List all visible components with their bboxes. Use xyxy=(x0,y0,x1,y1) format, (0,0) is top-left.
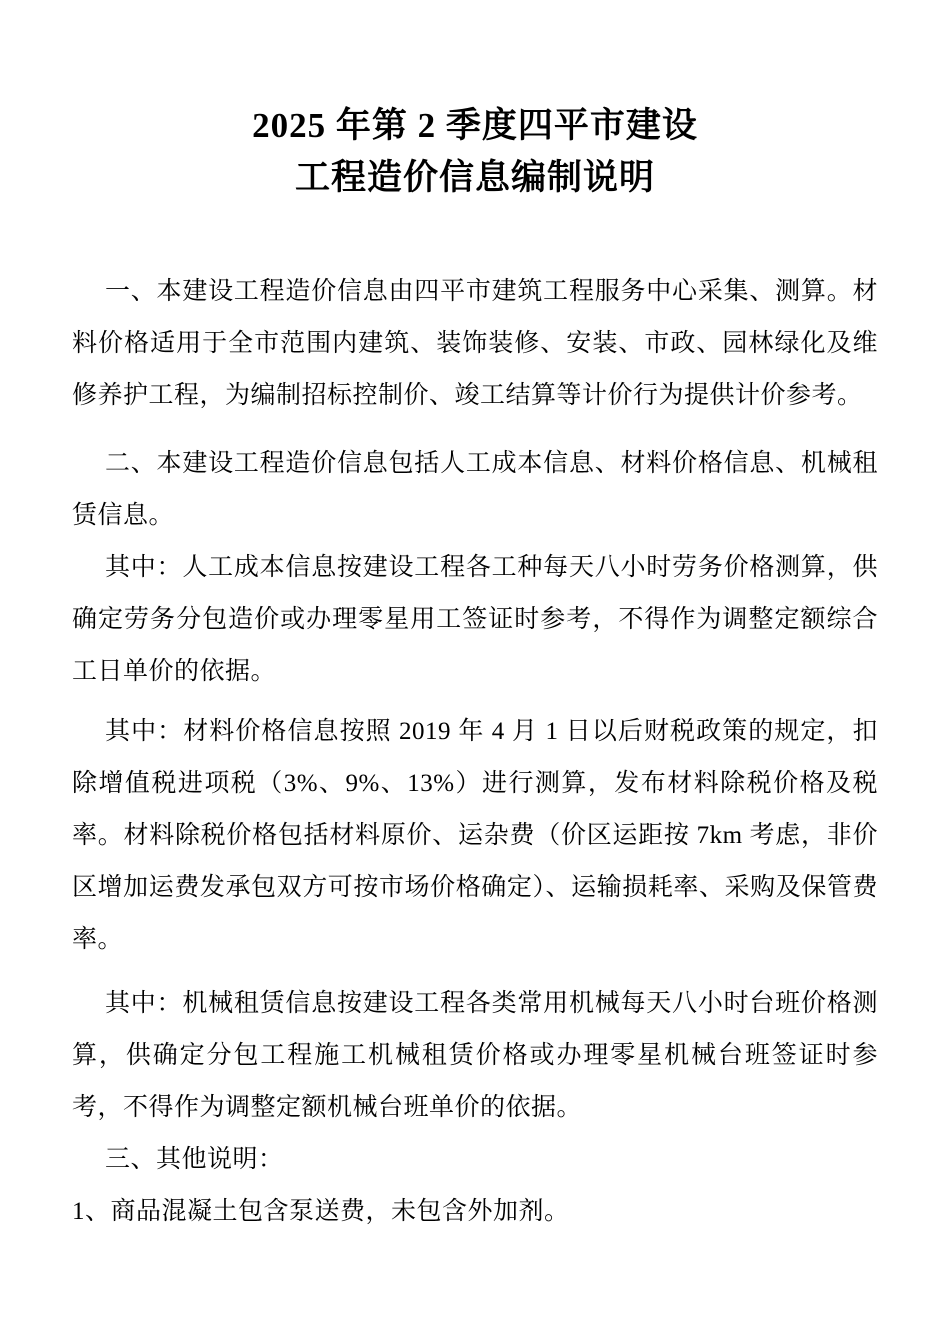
document-title-line-1: 2025 年第 2 季度四平市建设 xyxy=(252,106,698,145)
paragraph-intro-section-1: 一、本建设工程造价信息由四平市建筑工程服务中心采集、测算。材料价格适用于全市范围内建筑、装饰装修、安装、市政、园林绿化及维修养护工程，为编制招标控制价、竣工结算等计价行为提供计价参考。 xyxy=(72,278,878,409)
paragraph-labor-cost-note: 其中：人工成本信息按建设工程各工种每天八小时劳务价格测算，供确定劳务分包造价或办理零星用工签证时参考，不得作为调整定额综合工日单价的依据。 xyxy=(72,554,878,685)
paragraph-machinery-rental-note: 其中：机械租赁信息按建设工程各类常用机械每天八小时台班价格测算，供确定分包工程施工机械租赁价格或办理零星机械台班签证时参考，不得作为调整定额机械台班单价的依据。 xyxy=(72,990,878,1121)
paragraph-material-price-note: 其中：材料价格信息按照 2019 年 4 月 1 日以后财税政策的规定，扣除增值税进项税（3%、9%、13%）进行测算，发布材料除税价格及税率。材料除税价格包括材料原价、运杂费（价区运距按 7km 考虑，非价区增加运费发承包双方可按市场价格确定）、运输损耗率、采购及保管费率。 xyxy=(72,718,878,953)
paragraph-other-note-1: 1、商品混凝土包含泵送费，未包含外加剂。 xyxy=(72,1198,570,1225)
document-title xyxy=(72,100,878,204)
paragraph-other-notes-heading: 三、其他说明： xyxy=(105,1146,284,1173)
document-title-line-2: 工程造价信息编制说明 xyxy=(294,158,655,197)
paragraph-intro-section-2: 二、本建设工程造价信息包括人工成本信息、材料价格信息、机械租赁信息。 xyxy=(72,450,878,529)
